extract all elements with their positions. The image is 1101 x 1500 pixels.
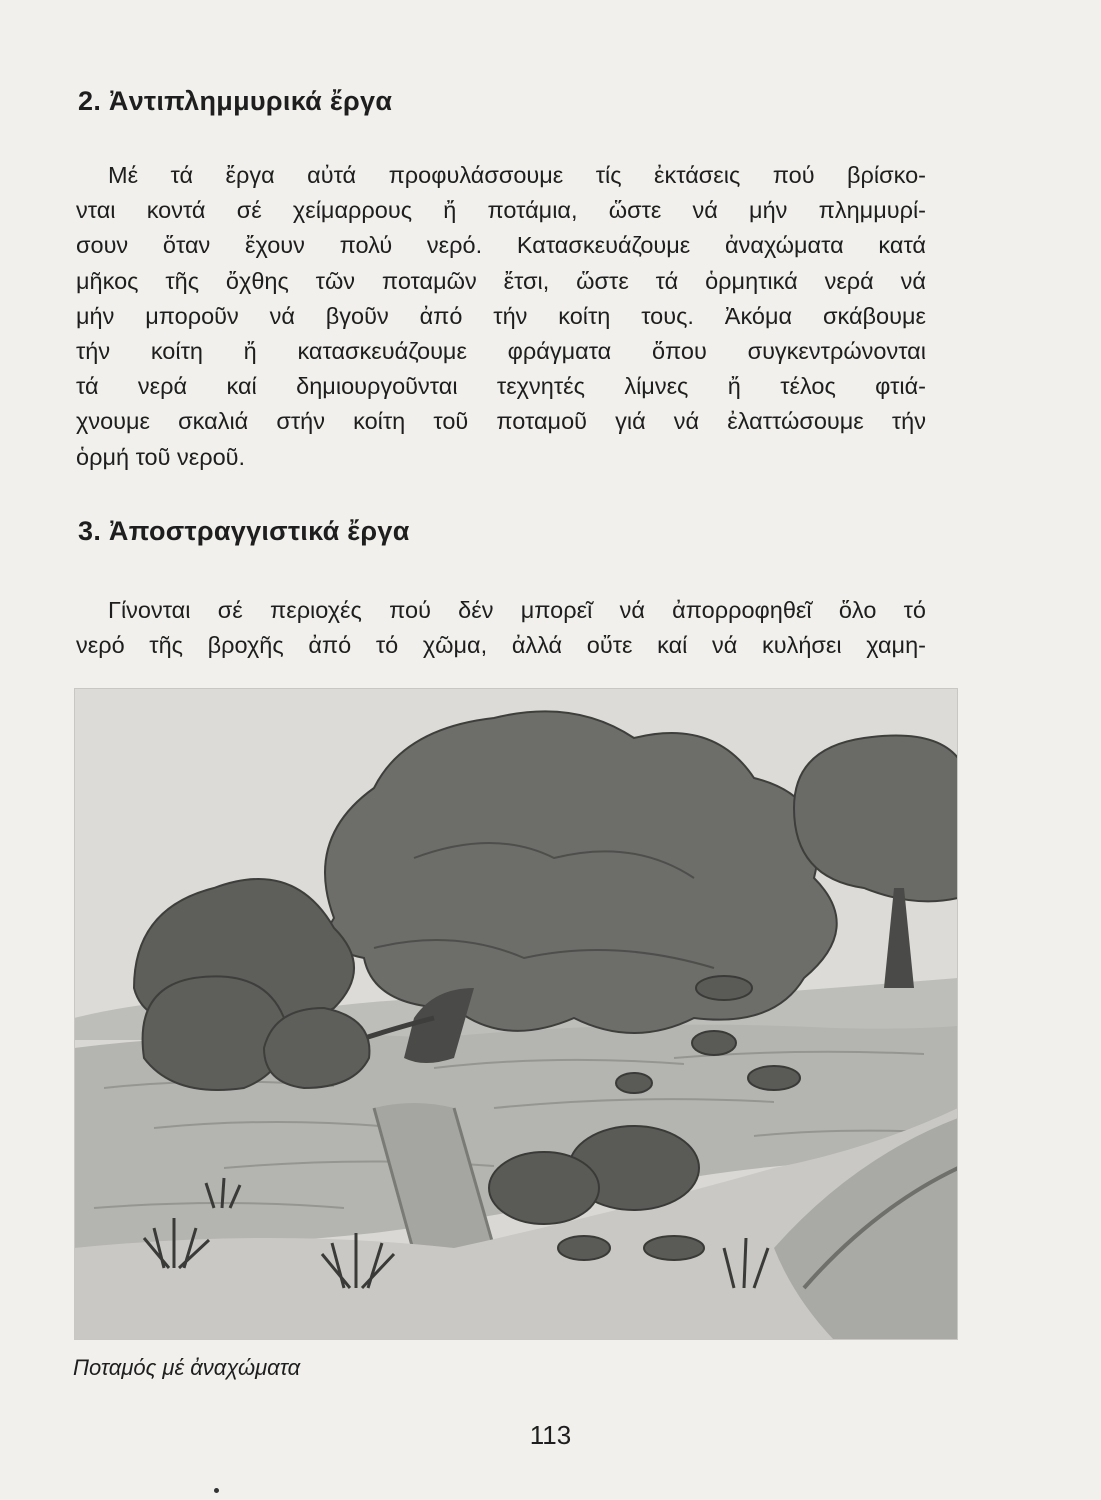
section-heading-flood-works: 2. Ἀντιπλημμυρικά ἔργα bbox=[78, 86, 393, 116]
text-line: χνουμε σκαλιά στήν κοίτη τοῦ ποταμοῦ γιά νά ἐλαττώσουμε τήν bbox=[76, 408, 926, 435]
text-line: τά νερά καί δημιουργοῦνται τεχνητές λίμνες ἤ τέλος φτιά- bbox=[76, 373, 926, 400]
page-number: 113 bbox=[529, 1420, 572, 1450]
section-heading-drainage-works: 3. Ἀποστραγγιστικά ἔργα bbox=[78, 516, 410, 546]
text-line: Μέ τά ἔργα αὐτά προφυλάσσουμε τίς ἐκτάσεις πού βρίσκο- bbox=[108, 162, 926, 188]
text-line: νερό τῆς βροχῆς ἀπό τό χῶμα, ἀλλά οὔτε καί νά κυλήσει χαμη- bbox=[76, 632, 926, 659]
figure-caption: Ποταμός μέ ἀναχώματα bbox=[73, 1355, 301, 1380]
text-line: μήν μποροῦν νά βγοῦν ἀπό τήν κοίτη τους. Ἀκόμα σκάβουμε bbox=[76, 302, 926, 329]
paragraph-drainage-works bbox=[76, 593, 926, 663]
print-speck bbox=[214, 1488, 219, 1493]
text-line: σουν ὅταν ἔχουν πολύ νερό. Κατασκευάζουμε ἀναχώματα κατά bbox=[76, 232, 926, 259]
paragraph-flood-works bbox=[76, 158, 926, 475]
text-line: Γίνονται σέ περιοχές πού δέν μπορεῖ νά ἀπορροφηθεῖ ὅλο τό bbox=[108, 597, 926, 623]
text-line: μῆκος τῆς ὄχθης τῶν ποταμῶν ἔτσι, ὥστε τά ὁρμητικά νερά νά bbox=[76, 267, 926, 294]
river-with-embankments-illustration bbox=[74, 688, 958, 1340]
text-line: τήν κοίτη ἤ κατασκευάζουμε φράγματα ὅπου συγκεντρώνονται bbox=[76, 338, 926, 365]
text-line: ὁρμή τοῦ νεροῦ. bbox=[76, 443, 246, 470]
text-line: νται κοντά σέ χείμαρρους ἤ ποτάμια, ὥστε νά μήν πλημμυρί- bbox=[76, 197, 926, 224]
